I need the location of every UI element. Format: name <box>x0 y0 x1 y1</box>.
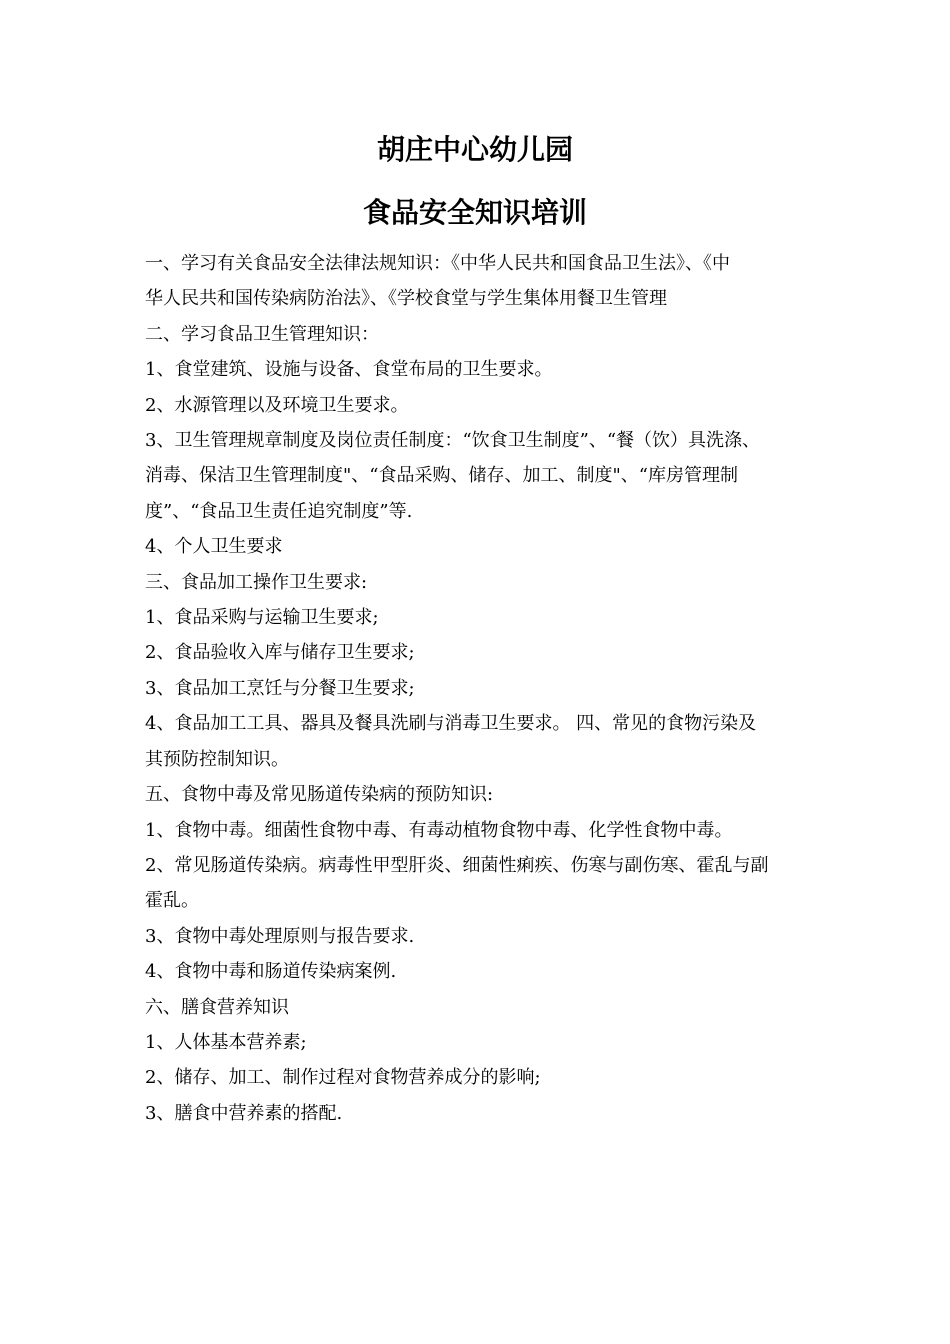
document-title-topic: 食品安全知识培训 <box>362 196 587 229</box>
list-item: 1、食品采购与运输卫生要求; <box>145 607 379 629</box>
list-item-continuation: 其预防控制知识。 <box>145 748 289 770</box>
list-item: 3、食物中毒处理原则与报告要求. <box>145 925 415 947</box>
list-item-continuation: 消毒、保洁卫生管理制度"、“食品采购、储存、加工、制度"、“库房管理制 <box>145 465 738 487</box>
section-heading: 三、食品加工操作卫生要求: <box>145 571 368 593</box>
list-item-continuation: 霍乱。 <box>145 890 199 912</box>
list-item: 3、食品加工烹饪与分餐卫生要求; <box>145 677 415 699</box>
list-item: 4、个人卫生要求 <box>145 536 283 558</box>
list-item: 3、膳食中营养素的搭配. <box>145 1102 343 1124</box>
list-item-continuation: 度”、“食品卫生责任追究制度”等. <box>145 500 413 522</box>
list-item: 1、食物中毒。细菌性食物中毒、有毒动植物食物中毒、化学性食物中毒。 <box>145 819 733 841</box>
section-heading: 六、膳食营养知识 <box>145 996 289 1018</box>
list-item: 1、人体基本营养素; <box>145 1031 307 1053</box>
document-title-school: 胡庄中心幼儿园 <box>376 133 573 166</box>
list-item: 3、卫生管理规章制度及岗位责任制度：“饮食卫生制度”、“餐（饮）具洗涤、 <box>145 430 761 452</box>
list-item: 2、储存、加工、制作过程对食物营养成分的影响; <box>145 1067 541 1089</box>
document-body <box>145 246 815 1131</box>
list-item: 4、食物中毒和肠道传染病案例. <box>145 961 397 983</box>
section-heading: 二、学习食品卫生管理知识： <box>145 323 379 345</box>
list-item: 2、水源管理以及环境卫生要求。 <box>145 394 409 416</box>
list-item: 2、食品验收入库与储存卫生要求; <box>145 642 415 664</box>
list-item: 4、食品加工工具、器具及餐具洗刷与消毒卫生要求。 四、常见的食物污染及 <box>145 713 757 735</box>
list-item: 2、常见肠道传染病。病毒性甲型肝炎、细菌性痢疾、伤寒与副伤寒、霍乱与副 <box>145 854 769 876</box>
section-heading: 五、食物中毒及常见肠道传染病的预防知识: <box>145 784 494 806</box>
paragraph-line: 一、学习有关食品安全法律法规知识：《中华人民共和国食品卫生法》、《中 <box>145 253 730 274</box>
list-item: 1、食堂建筑、设施与设备、食堂布局的卫生要求。 <box>145 359 553 381</box>
paragraph-line: 华人民共和国传染病防治法》、《学校食堂与学生集体用餐卫生管理 <box>145 288 667 310</box>
